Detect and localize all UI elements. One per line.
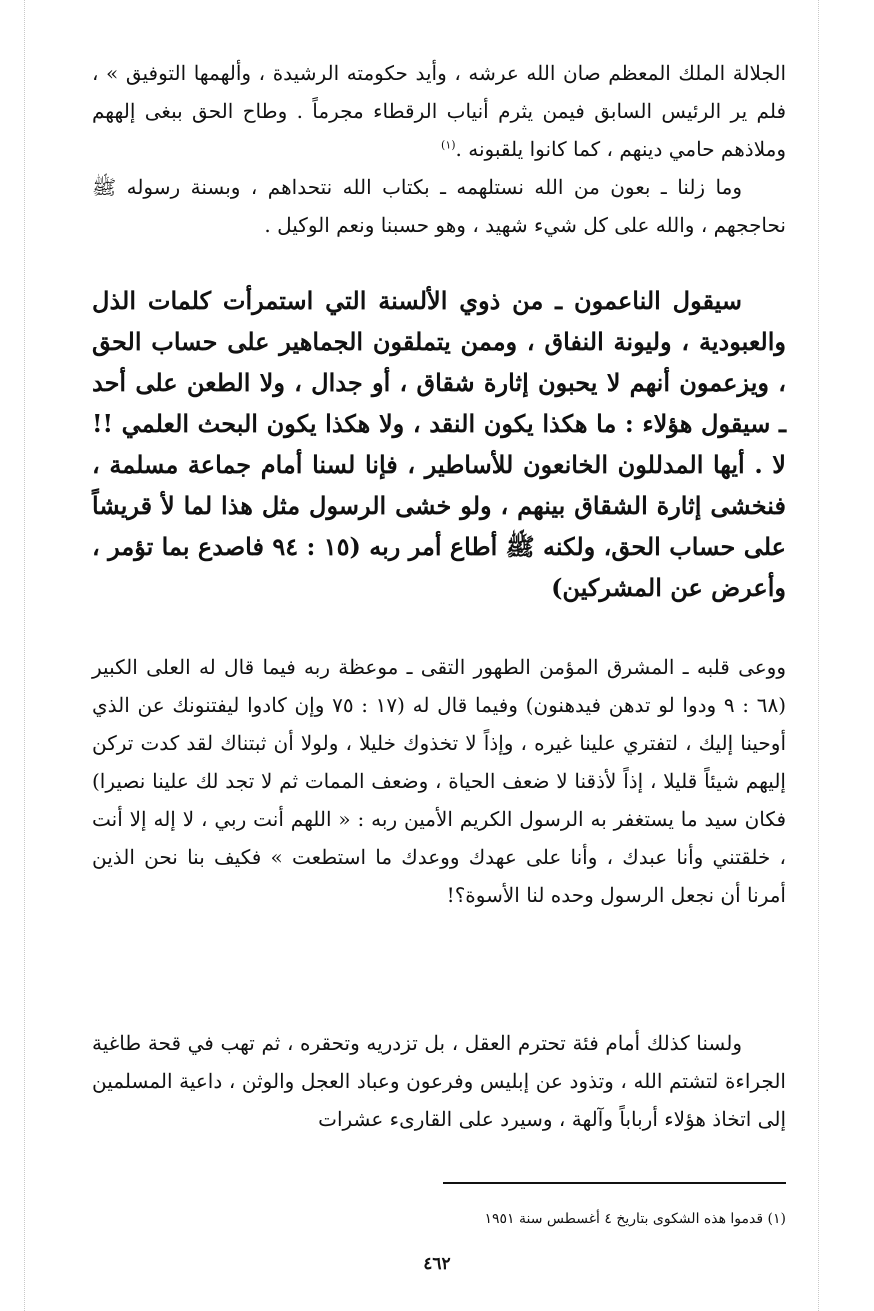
scan-margin-dots (818, 0, 819, 1311)
footnote-separator (443, 1182, 786, 1184)
footnote: (١) قدموا هذه الشكوى بتاريخ ٤ أغسطس سنة ١٩٥١ (484, 1211, 786, 1227)
page-number: ٤٦٢ (423, 1254, 451, 1274)
upper-text-block (92, 54, 786, 244)
paragraph-last: ولسنا كذلك أمام فئة تحترم العقل ، بل تزدريه وتحقره ، ثم تهب في قحة طاغية الجراءة لتشتم الله ، وتذود عن إبليس وفرعون وعباد العجل والوثن ، داعية المسلمين إلى اتخاذ هؤلاء أرباباً وآلهة ، وسيرد على القارىء عشرات (92, 1031, 786, 1131)
last-text-block (92, 1024, 786, 1138)
continuation-paragraph: ووعى قلبه ـ المشرق المؤمن الطهور التقى ـ موعظة ربه فيما قال له العلى الكبير (٦٨ : ٩ ودوا لو تدهن فيدهنون) وفيما قال له (١٧ : ٧٥ وإن كادوا ليفتنونك عن الذي أوحينا إليك ، لتفتري علينا غيره ، وإذاً لا تخذوك خليلا ، ولولا أن ثبتناك لقد كدت تركن إليهم شيئاً قليلا ، إذاً لأذقنا لا ضعف الحياة ، وضعف الممات ثم لا تجد لك علينا نصيرا) فكان سيد ما يستغفر به الرسول الكريم الأمين ربه : « اللهم أنت ربي ، لا إله إلا أنت ، خلقتني وأنا عبدك ، وأنا على عهدك ووعدك ما استطعت » فكيف بنا نحن الذين أمرنا أن نجعل الرسول وحده لنا الأسوة؟! (92, 655, 787, 907)
scan-margin-dots (24, 0, 25, 1311)
bold-text-block (92, 280, 786, 608)
paragraph-second: وما زلنا ـ بعون من الله نستلهمه ـ بكتاب الله نتحداهم ، وبسنة رسوله ﷺ نحاججهم ، والله على كل شيء شهيد ، وهو حسبنا ونعم الوكيل . (92, 175, 786, 237)
bold-paragraph: سيقول الناعمون ـ من ذوي الألسنة التي استمرأت كلمات الذل والعبودية ، وليونة النفاق ، وممن يتملقون الجماهير على حساب الحق ، ويزعمون أنهم لا يحبون إثارة شقاق ، أو جدال ، ولا الطعن على أحد ـ سيقول هؤلاء : ما هكذا يكون النقد ، ولا هكذا يكون البحث العلمي !! لا . أيها المدللون الخانعون للأساطير ، فإنا لسنا أمام جماعة مسلمة ، فنخشى إثارة الشقاق بينهم ، ولو خشى الرسول مثل هذا لما لأ قريشاً على حساب الحق، ولكنه ﷺ أطاع أمر ربه (١٥ : ٩٤ فاصدع بما تؤمر ، وأعرض عن المشركين) (92, 286, 786, 602)
footnote-reference: (١) (441, 138, 456, 152)
continuation-text-block (92, 648, 786, 914)
paragraph-opening (92, 54, 786, 168)
paragraph-text: الجلالة الملك المعظم صان الله عرشه ، وأيد حكومته الرشيدة ، وألهمها التوفيق » ، فلم ير الرئيس السابق فيمن يثرم أنياب الرقطاء مجرماً . وطاح الحق ببغى إلههم وملاذهم حامي دينهم ، كما كانوا يلقبونه . (92, 61, 786, 161)
